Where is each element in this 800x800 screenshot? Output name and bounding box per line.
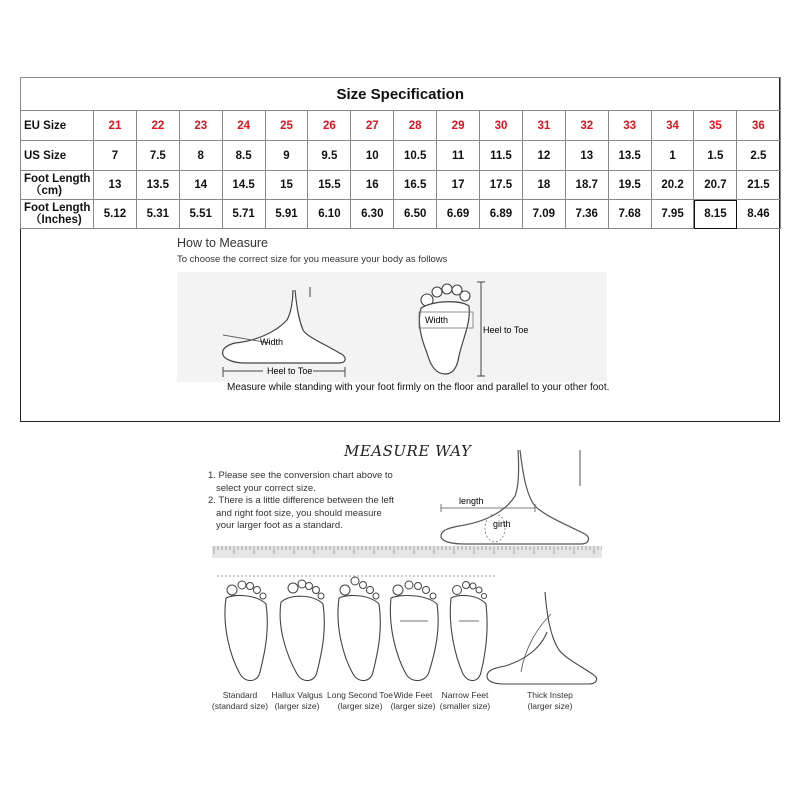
narrow-feet-foot-icon xyxy=(450,582,487,681)
cm-cell: 16.5 xyxy=(394,171,437,200)
cm-cell: 13 xyxy=(94,171,137,200)
instruction-line: 1. Please see the conversion chart above to xyxy=(208,470,393,481)
eu-cell: 24 xyxy=(222,111,265,141)
hallux-valgus-foot-icon xyxy=(280,580,324,681)
inch-cell: 5.31 xyxy=(136,200,179,229)
standard-foot-icon xyxy=(225,581,267,681)
foot-type-note: (larger size) xyxy=(527,701,573,711)
cm-cell: 17.5 xyxy=(480,171,523,200)
table-title: Size Specification xyxy=(21,78,781,111)
eu-cell: 28 xyxy=(394,111,437,141)
inch-cell: 5.12 xyxy=(94,200,137,229)
cm-cell: 16 xyxy=(351,171,394,200)
us-cell: 11 xyxy=(437,141,480,171)
caption-narrow-feet xyxy=(430,690,500,712)
inch-cell: 7.09 xyxy=(522,200,565,229)
foot-type-name: Thick Instep xyxy=(527,690,573,700)
cm-cell: 18 xyxy=(522,171,565,200)
top-width-label: Width xyxy=(425,315,449,325)
eu-cell: 33 xyxy=(608,111,651,141)
inch-cell: 6.89 xyxy=(480,200,523,229)
cm-cell: 13.5 xyxy=(136,171,179,200)
inch-cell-highlighted: 8.15 xyxy=(694,200,737,229)
row-label-cm-line2: （cm) xyxy=(30,185,62,197)
inch-cell: 7.68 xyxy=(608,200,651,229)
cm-cell: 20.2 xyxy=(651,171,694,200)
row-label-inches-line1: Foot Length xyxy=(24,202,91,214)
measure-instructions xyxy=(208,470,408,533)
inch-cell: 6.69 xyxy=(437,200,480,229)
inch-cell: 5.71 xyxy=(222,200,265,229)
foot-type-name: Wide Feet xyxy=(393,690,433,700)
cm-cell: 15.5 xyxy=(308,171,351,200)
row-label-inches-line2: （Inches) xyxy=(30,214,82,226)
cm-cell: 18.7 xyxy=(565,171,608,200)
us-cell: 13 xyxy=(565,141,608,171)
side-foot-illustration xyxy=(215,285,360,380)
foot-type-note: (smaller size) xyxy=(439,701,491,711)
us-cell: 2.5 xyxy=(737,141,780,171)
eu-cell: 27 xyxy=(351,111,394,141)
how-to-measure-header xyxy=(177,236,447,265)
us-cell: 8 xyxy=(179,141,222,171)
length-label: length xyxy=(459,496,484,506)
instruction-line: and right foot size, you should measure xyxy=(216,507,382,519)
us-cell: 1.5 xyxy=(694,141,737,171)
foot-type-note: (larger size) xyxy=(390,701,436,711)
eu-cell: 36 xyxy=(737,111,780,141)
row-label-cm-line1: Foot Length xyxy=(24,173,91,185)
how-to-heading: How to Measure xyxy=(177,236,269,250)
inch-cell: 7.36 xyxy=(565,200,608,229)
instruction-line: your larger foot as a standard. xyxy=(216,520,343,531)
ruler xyxy=(212,546,602,558)
eu-cell: 21 xyxy=(94,111,137,141)
girth-label: girth xyxy=(493,519,511,529)
us-cell: 11.5 xyxy=(480,141,523,171)
eu-cell: 34 xyxy=(651,111,694,141)
eu-cell: 23 xyxy=(179,111,222,141)
instruction-line: select your correct size. xyxy=(216,482,316,494)
long-second-toe-foot-icon xyxy=(338,577,380,681)
how-to-subheading: To choose the correct size for you measure your body as follows xyxy=(177,254,448,265)
us-cell: 12 xyxy=(522,141,565,171)
foot-type-name: Long Second Toe xyxy=(326,690,393,700)
us-cell: 10 xyxy=(351,141,394,171)
eu-cell: 26 xyxy=(308,111,351,141)
cm-cell: 19.5 xyxy=(608,171,651,200)
caption-thick-instep xyxy=(515,690,585,712)
row-label-inches xyxy=(21,200,94,229)
us-cell: 9.5 xyxy=(308,141,351,171)
eu-cell: 22 xyxy=(136,111,179,141)
foot-types-illustration xyxy=(205,568,615,688)
cm-cell: 14 xyxy=(179,171,222,200)
eu-cell: 29 xyxy=(437,111,480,141)
us-cell: 7.5 xyxy=(136,141,179,171)
side-width-label: Width xyxy=(260,337,284,347)
cm-cell: 15 xyxy=(265,171,308,200)
us-cell: 13.5 xyxy=(608,141,651,171)
foot-type-note: (standard size) xyxy=(211,701,269,711)
foot-length-inches-row xyxy=(21,200,781,229)
eu-size-row xyxy=(21,111,781,141)
row-label-cm xyxy=(21,171,94,200)
measure-way-title: MEASURE WAY xyxy=(344,442,472,460)
eu-cell: 30 xyxy=(480,111,523,141)
us-cell: 9 xyxy=(265,141,308,171)
inch-cell: 7.95 xyxy=(651,200,694,229)
foot-type-name: Standard xyxy=(222,690,258,700)
foot-length-cm-row xyxy=(21,171,781,200)
instruction-line: 2. There is a little difference between the left xyxy=(208,495,395,506)
eu-cell: 25 xyxy=(265,111,308,141)
cm-cell: 17 xyxy=(437,171,480,200)
row-label-eu: EU Size xyxy=(21,111,94,141)
top-foot-illustration xyxy=(405,278,555,380)
foot-type-name: Hallux Valgus xyxy=(271,690,323,700)
thick-instep-foot-icon xyxy=(487,592,597,684)
measure-instruction-note: Measure while standing with your foot firmly on the floor and parallel to your other foot. xyxy=(227,382,610,393)
us-cell: 10.5 xyxy=(394,141,437,171)
inch-cell: 6.50 xyxy=(394,200,437,229)
us-cell: 7 xyxy=(94,141,137,171)
length-girth-foot-illustration xyxy=(435,446,605,552)
inch-cell: 5.91 xyxy=(265,200,308,229)
foot-type-note: (larger size) xyxy=(337,701,383,711)
inch-cell: 5.51 xyxy=(179,200,222,229)
eu-cell: 32 xyxy=(565,111,608,141)
foot-type-name: Narrow Feet xyxy=(441,690,489,700)
side-heel-label: Heel to Toe xyxy=(267,366,313,376)
inch-cell: 6.10 xyxy=(308,200,351,229)
wide-feet-foot-icon xyxy=(390,581,438,681)
cm-cell: 20.7 xyxy=(694,171,737,200)
eu-cell: 31 xyxy=(522,111,565,141)
us-cell: 1 xyxy=(651,141,694,171)
us-size-row xyxy=(21,141,781,171)
cm-cell: 21.5 xyxy=(737,171,780,200)
row-label-us: US Size xyxy=(21,141,94,171)
cm-cell: 14.5 xyxy=(222,171,265,200)
inch-cell: 6.30 xyxy=(351,200,394,229)
size-specification-table xyxy=(20,77,781,229)
inch-cell: 8.46 xyxy=(737,200,780,229)
eu-cell: 35 xyxy=(694,111,737,141)
us-cell: 8.5 xyxy=(222,141,265,171)
top-heel-label: Heel to Toe xyxy=(483,325,529,335)
foot-type-note: (larger size) xyxy=(274,701,320,711)
